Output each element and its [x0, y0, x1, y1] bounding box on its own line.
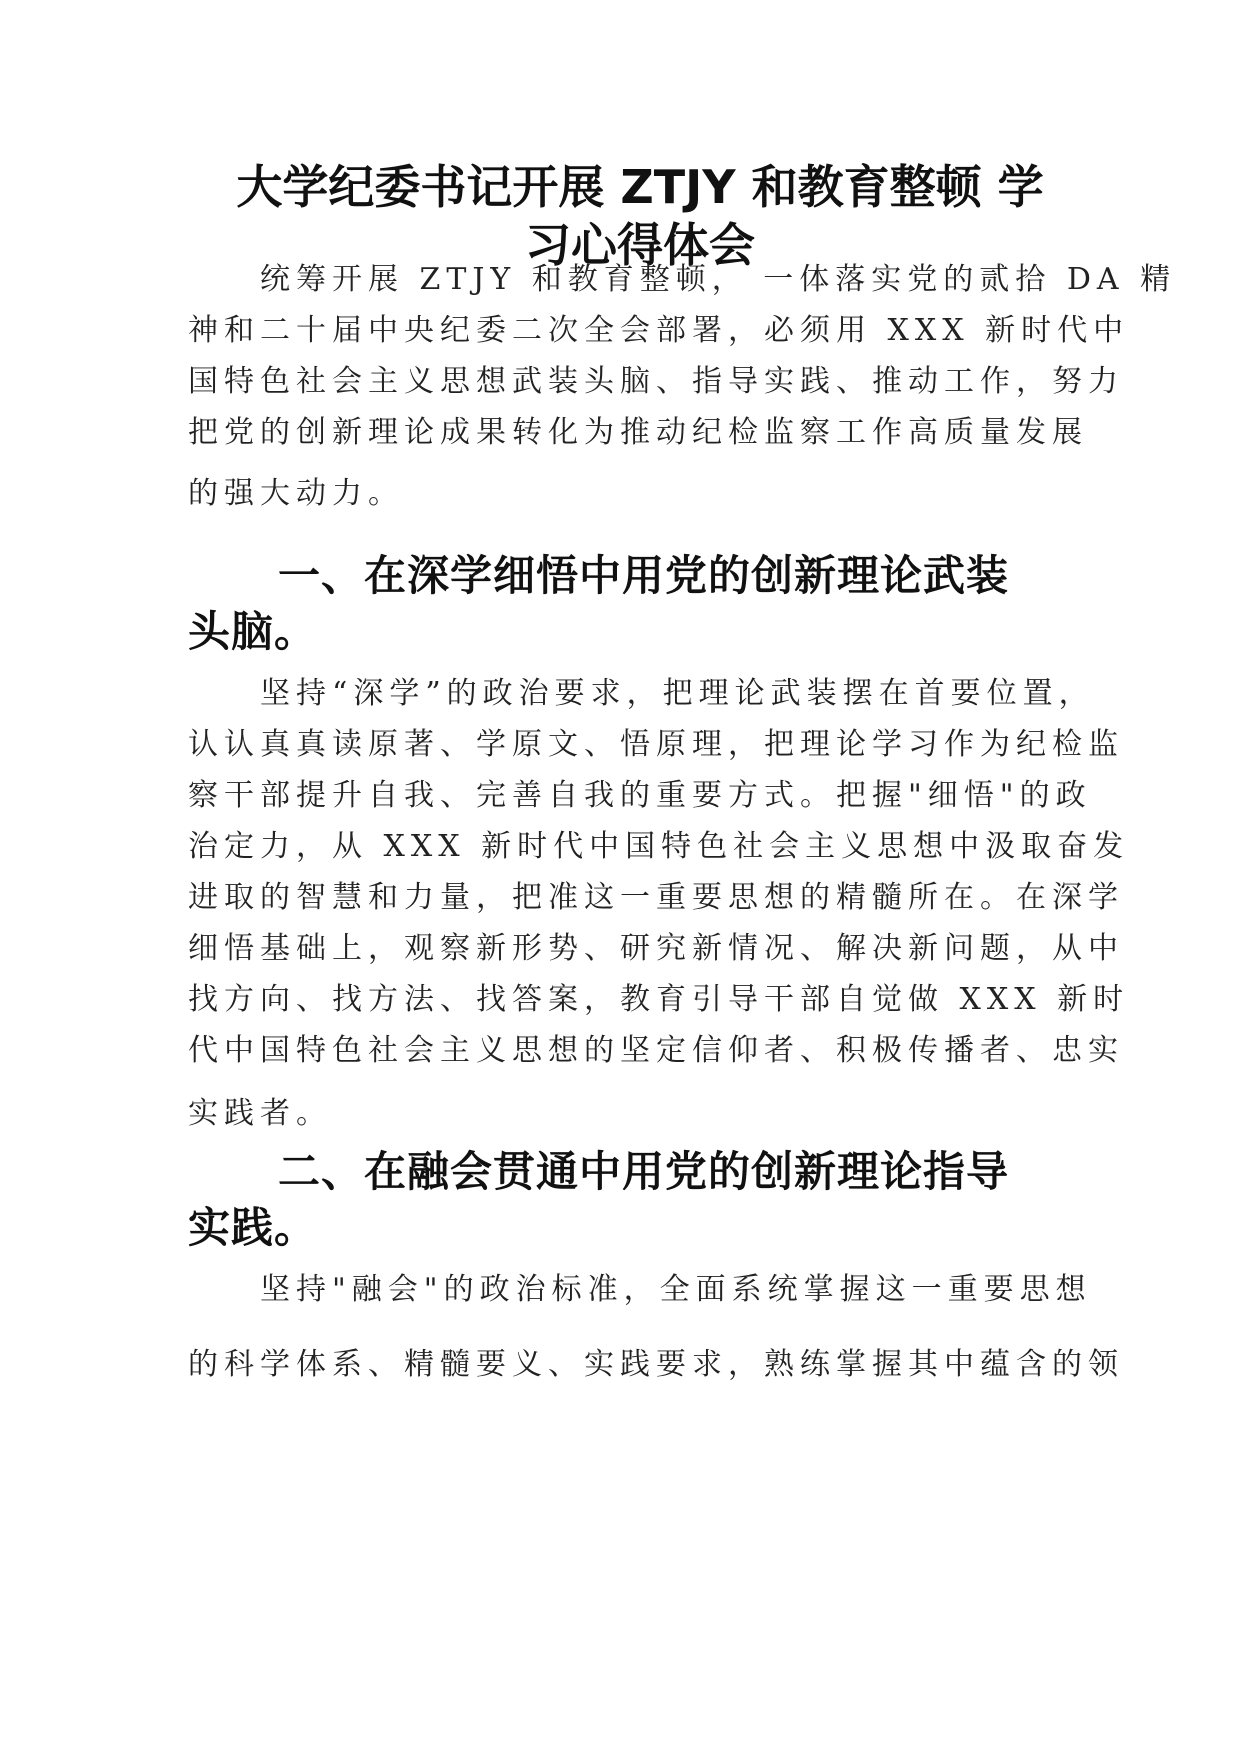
section2-line-2: 的科学体系、精髓要义、实践要求，熟练掌握其中蕴含的领 [188, 1347, 1124, 1382]
intro-line-4: 把党的创新理论成果转化为推动纪检监察工作高质量发展 [188, 415, 1088, 450]
title-line-1: 大学纪委书记开展 ZTJY 和教育整顿 学 [236, 160, 1044, 214]
section1-heading-line-2: 头脑。 [188, 607, 318, 656]
section1-line-7: 找方向、找方法、找答案，教育引导干部自觉做 XXX 新时 [188, 982, 1130, 1017]
section1-line-8: 代中国特色社会主义思想的坚定信仰者、积极传播者、忠实 [188, 1033, 1124, 1068]
intro-line-2: 神和二十届中央纪委二次全会部署，必须用 XXX 新时代中 [188, 313, 1130, 348]
section2-body [188, 1264, 1124, 1390]
section1-heading [188, 548, 1056, 660]
section1-line-5: 进取的智慧和力量，把准这一重要思想的精髓所在。在深学 [188, 880, 1124, 915]
intro-paragraph [188, 254, 1177, 519]
section2-line-1: 坚持"融会"的政治标准，全面系统掌握这一重要思想 [260, 1272, 1092, 1307]
intro-line-3: 国特色社会主义思想武装头脑、指导实践、推动工作，努力 [188, 364, 1124, 399]
intro-line-1: 统筹开展 ZTJY 和教育整顿， 一体落实党的贰拾 DA 精 [260, 262, 1177, 297]
section1-line-6: 细悟基础上，观察新形势、研究新情况、解决新问题，从中 [188, 931, 1124, 966]
section1-line-9: 实践者。 [188, 1096, 332, 1131]
section1-heading-line-1: 一、在深学细悟中用党的创新理论武装 [278, 551, 1010, 600]
section2-heading-line-1: 二、在融会贯通中用党的创新理论指导 [278, 1147, 1010, 1196]
section1-body [188, 668, 1130, 1139]
intro-line-5: 的强大动力。 [188, 476, 404, 511]
title-line-2: 习心得体会 [525, 218, 755, 272]
section2-heading-line-2: 实践。 [188, 1203, 318, 1252]
section1-line-2: 认认真真读原著、学原文、悟原理，把理论学习作为纪检监 [188, 727, 1124, 762]
section1-line-3: 察干部提升自我、完善自我的重要方式。把握"细悟"的政 [188, 778, 1092, 813]
section1-line-1: 坚持“深学”的政治要求，把理论武装摆在首要位置， [260, 676, 1095, 711]
section1-line-4: 治定力，从 XXX 新时代中国特色社会主义思想中汲取奋发 [188, 829, 1130, 864]
section2-heading [188, 1144, 1056, 1256]
